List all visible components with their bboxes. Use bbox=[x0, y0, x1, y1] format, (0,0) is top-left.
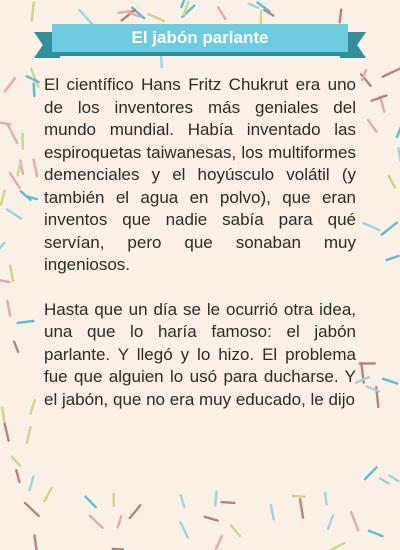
confetti-piece bbox=[27, 76, 39, 82]
paragraph-2: Hasta que un día se le ocurrió otra idea, una que lo haría famoso: el jabón parlante. Y llegó y lo hizo. El problema fue que alguien lo usó para ducharse. Y el jabón, que no era muy educado, le dijo bbox=[44, 299, 356, 409]
confetti-piece bbox=[325, 493, 326, 505]
confetti-piece bbox=[218, 8, 225, 20]
confetti-piece bbox=[45, 488, 52, 501]
confetti-piece bbox=[16, 470, 19, 482]
confetti-piece bbox=[351, 512, 358, 530]
confetti-piece bbox=[34, 160, 38, 176]
confetti-piece bbox=[231, 525, 240, 535]
confetti-piece bbox=[148, 14, 164, 21]
confetti-piece bbox=[5, 78, 15, 92]
page-title: El jabón parlante bbox=[52, 24, 348, 52]
confetti-piece bbox=[2, 407, 5, 424]
confetti-piece bbox=[86, 497, 96, 508]
confetti-piece bbox=[30, 477, 34, 491]
confetti-piece bbox=[14, 342, 18, 352]
paragraph-1: El científico Hans Fritz Chukrut era uno de los inventores más geniales del mundo mundial. Había inventado las espiroquetas taiwanesas, los multiformes demenciales y el hoyúsculo volátil (y también el agua en polvo), que eran inventos que nadie sabía para qué servían, pero que sonaban muy ingeniosos. bbox=[44, 75, 356, 274]
confetti-piece bbox=[118, 516, 121, 527]
confetti-piece bbox=[271, 505, 274, 520]
confetti-piece bbox=[180, 522, 188, 538]
confetti-piece bbox=[382, 223, 397, 235]
confetti-piece bbox=[12, 457, 20, 466]
confetti-piece bbox=[365, 467, 377, 479]
confetti-piece bbox=[380, 478, 389, 483]
confetti-piece bbox=[0, 243, 4, 253]
confetti-piece bbox=[380, 97, 384, 112]
confetti-piece bbox=[215, 491, 216, 505]
confetti-piece bbox=[368, 120, 376, 131]
confetti-piece bbox=[383, 68, 400, 76]
story-text bbox=[44, 74, 356, 411]
confetti-piece bbox=[130, 505, 140, 518]
confetti-piece bbox=[32, 3, 34, 21]
confetti-piece bbox=[27, 427, 31, 443]
confetti-piece bbox=[300, 499, 303, 517]
confetti-piece bbox=[383, 379, 397, 384]
confetti-piece bbox=[205, 517, 218, 521]
confetti-piece bbox=[18, 164, 21, 176]
confetti-piece bbox=[372, 96, 387, 101]
confetti-piece bbox=[5, 424, 9, 441]
confetti-piece bbox=[90, 516, 103, 528]
confetti-piece bbox=[80, 10, 93, 25]
confetti-piece bbox=[8, 125, 17, 143]
confetti-piece bbox=[31, 400, 35, 413]
confetti-piece bbox=[35, 536, 38, 550]
confetti-piece bbox=[222, 502, 235, 503]
title-banner bbox=[34, 24, 366, 58]
confetti-piece bbox=[25, 503, 39, 516]
confetti-piece bbox=[214, 536, 222, 550]
confetti-piece bbox=[0, 279, 10, 282]
confetti-piece bbox=[181, 495, 185, 507]
confetti-piece bbox=[340, 10, 342, 23]
confetti-piece bbox=[387, 256, 399, 260]
confetti-piece bbox=[7, 209, 21, 218]
confetti-piece bbox=[389, 476, 398, 481]
confetti-piece bbox=[293, 496, 305, 497]
confetti-piece bbox=[329, 543, 345, 550]
confetti-piece bbox=[34, 84, 35, 97]
confetti-piece bbox=[389, 176, 395, 188]
confetti-piece bbox=[20, 161, 23, 175]
confetti-piece bbox=[1, 191, 5, 205]
confetti-piece bbox=[0, 122, 10, 124]
confetti-piece bbox=[369, 531, 383, 536]
confetti-piece bbox=[10, 266, 13, 281]
confetti-piece bbox=[249, 4, 258, 8]
confetti-piece bbox=[18, 321, 34, 323]
confetti-piece bbox=[328, 516, 333, 529]
confetti-piece bbox=[7, 301, 10, 316]
confetti-piece bbox=[364, 223, 380, 230]
confetti-piece bbox=[181, 0, 185, 7]
